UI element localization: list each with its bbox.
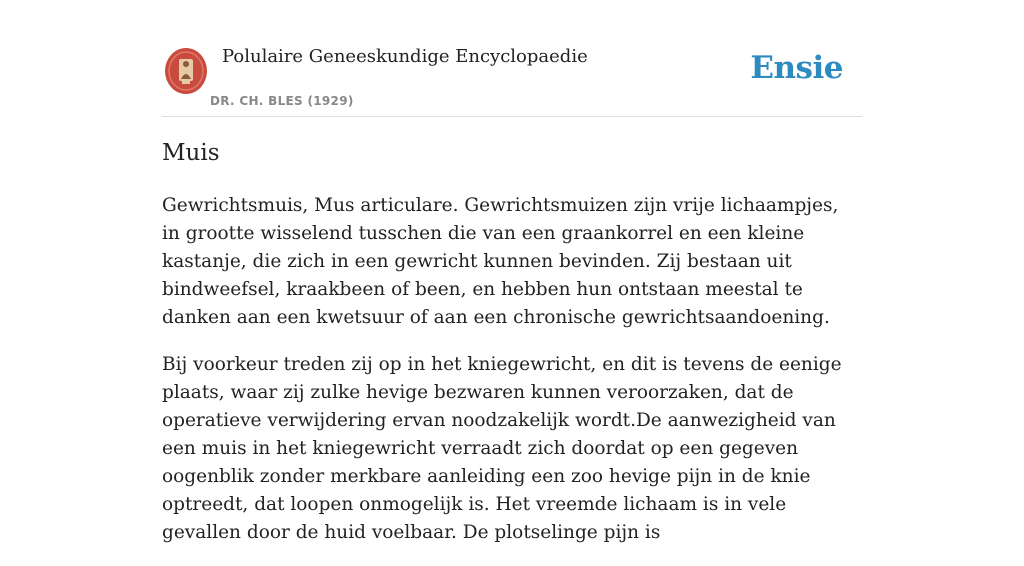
book-cover-icon[interactable]: [164, 47, 208, 95]
entry-body: [162, 192, 862, 566]
entry-title: Muis: [162, 140, 220, 166]
page: [162, 0, 862, 543]
entry-paragraph: Bij voorkeur treden zij op in het kniegewricht, en dit is tevens de eenige plaats, waar zij zulke hevige bezwaren kunnen veroorzaken, dat de operatieve verwijdering ervan noodzakelijk wordt.De aanwezigheid van een muis in het kniegewricht verraadt zich doordat op een gegeven oogenblik zonder merkbare aanleiding een zoo hevige pijn in de knie optreedt, dat loopen onmogelijk is. Het vreemde lichaam is in vele gevallen door de huid voelbaar. De plotselinge pijn is: [162, 354, 842, 543]
entry-paragraph: Gewrichtsmuis, Mus articulare. Gewrichtsmuizen zijn vrije lichaampjes, in grootte wisselend tusschen die van een graankorrel en een kleine kastanje, die zich in een gewricht kunnen bevinden. Zij bestaan uit bindweefsel, kraakbeen of been, en hebben hun ontstaan meestal te danken aan een kwetsuur of aan een chronische gewrichtsaandoening.: [162, 195, 839, 328]
ensie-logo-link[interactable]: Ensie: [750, 50, 843, 86]
header: [162, 0, 862, 117]
book-author: DR. CH. BLES (1929): [210, 94, 354, 108]
book-title-link[interactable]: Polulaire Geneeskundige Encyclopaedie: [222, 46, 588, 67]
